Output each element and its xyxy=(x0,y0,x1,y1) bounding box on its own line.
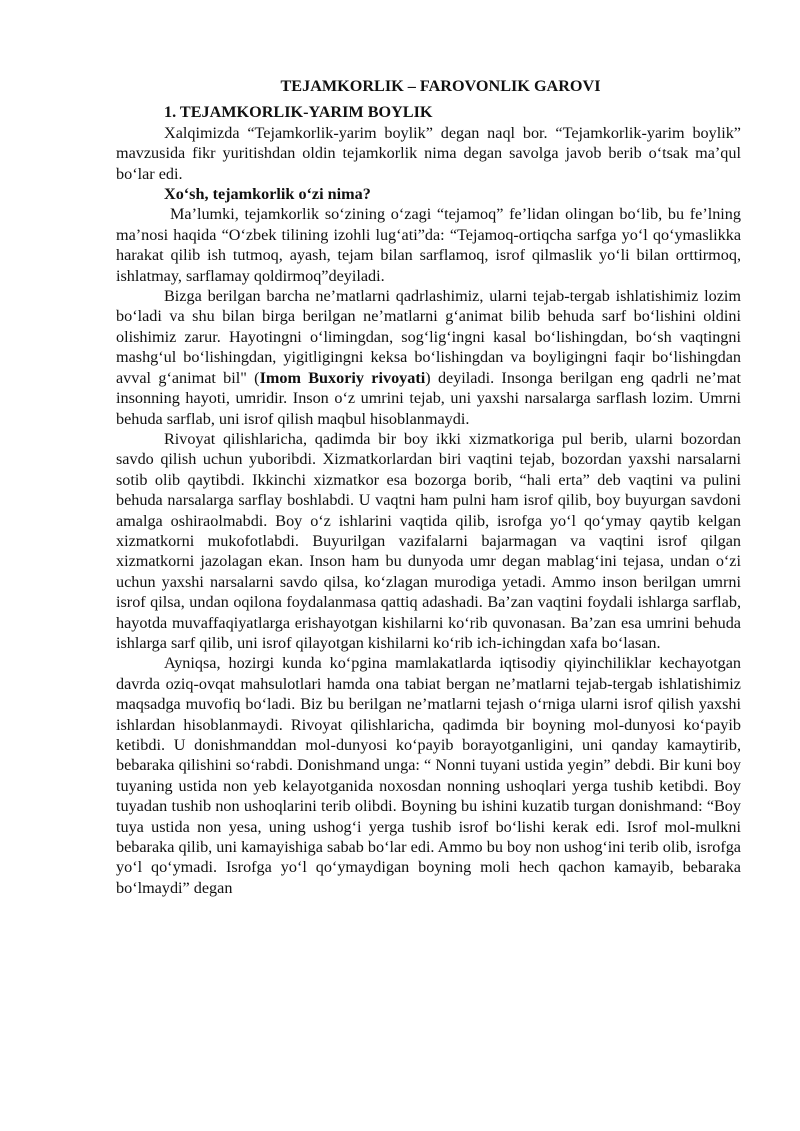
paragraph-blessings-text-a: Bizga berilgan barcha ne’matlarni qadrlashimiz, ularni tejab-tergab ishlatishimiz lozim bo‘ladi va shu bilan birga berilgan ne’matlarni g‘animat bilib behuda sarf bo‘lishini oldini olishimiz zarur. Hayotingni o‘limingdan, sog‘lig‘ingni kasal bo‘lishingdan, bo‘sh vaqtingni mashg‘ul bo‘lishingdan, yigitligingni keksa bo‘lishingdan va boyligingni faqir bo‘lishingdan avval g‘animat bil" ( xyxy=(116,287,741,387)
paragraph-rich-man-story: Ayniqsa, hozirgi kunda ko‘pgina mamlakatlarda iqtisodiy qiyinchiliklar kechayotgan davrda oziq-ovqat mahsulotlari hamda ona tabiat bergan ne’matlarni tejab-tergab ishlatishimiz maqsadga muvofiq bo‘ladi. Biz bu berilgan ne’matlarni tejash o‘rniga ularni isrof qilish yaxshi ishlardan hisoblanmaydi. Rivoyat qilishlaricha, qadimda bir boyning mol-dunyosi ko‘payib ketibdi. U donishmanddan mol-dunyosi ko‘payib borayotganligini, uni qanday kamaytirib, bebaraka qilishini so‘rabdi. Donishmand unga: “ Nonni tuyani ustida yegin” debdi. Bir kuni boy tuyaning ustida non yeb kelayotganida noxosdan nonning ushoqlari yerga tushib ketibdi. Boy tuyadan tushib non ushoqlarini terib olibdi. Boyning bu ishini kuzatib turgan donishmand: “Boy tuya ustida non yesa, uning ushog‘i yerga tushib isrof bo‘lishi kerak edi. Isrof mol-mulkni bebaraka qilib, uni kamayishiga sabab bo‘lar edi. Ammo bu boy non ushog‘ini terib olib, isrofga yo‘l qo‘ymadi. Isrofga yo‘l qo‘ymaydigan boyning moli hech qachon kamayib, bebaraka bo‘lmaydi” degan xyxy=(116,654,741,897)
document-title: TEJAMKORLIK – FAROVONLIK GAROVI xyxy=(280,77,601,95)
section-heading: 1. TEJAMKORLIK-YARIM BOYLIK xyxy=(164,103,433,122)
paragraph-blessings-text-b: ) deyiladi. Insonga berilgan eng qadrli ne’mat insonning hayoti, umridir. Inson o‘z umrini tejab, uni yaxshi narsalarga sarflash lozim. Umrni behuda sarflab, uni isrof qilish maqbul hisoblanmaydi. xyxy=(116,368,741,428)
paragraph-definition: Ma’lumki, tejamkorlik so‘zining o‘zagi “tejamoq” fe’lidan olingan bo‘lib, bu fe’lning ma’nosi haqida “O‘zbek tilining izohli lug‘ati”da: “Tejamoq-ortiqcha sarfga yo‘l qo‘ymaslikka harakat qilib ish tutmoq, ayash, tejam bilan sarflamoq, isrof qilmaslik yo‘li bilan orttirmoq, ishlatmay, sarflamay qoldirmoq”deyiladi. xyxy=(116,205,741,285)
hadith-source: Imom Buxoriy rivoyati xyxy=(259,368,426,387)
subheading-question: Xo‘sh, tejamkorlik o‘zi nima? xyxy=(164,185,371,204)
document-body xyxy=(116,76,741,898)
paragraph-intro: Xalqimizda “Tejamkorlik-yarim boylik” degan naql bor. “Tejamkorlik-yarim boylik” mavzusida fikr yuritishdan oldin tejamkorlik nima degan savolga javob berib o‘tsak ma’qul bo‘lar edi. xyxy=(116,123,741,183)
paragraph-blessings xyxy=(116,286,741,429)
paragraph-servants-story: Rivoyat qilishlaricha, qadimda bir boy ikki xizmatkoriga pul berib, ularni bozordan savdo qilish uchun yuboribdi. Xizmatkorlardan biri vaqtini tejab, bozordan yaxshi narsalarni sotib olib qaytibdi. Ikkinchi xizmatkor esa bozorga borib, “hali erta” deb vaqtini va pulini behuda narsalarga sarflay boshlabdi. U vaqtni ham pulni ham isrof qilib, boy buyurgan savdoni amalga oshiraolmabdi. Boy o‘z ishlarini vaqtida qilib, isrofga yo‘l qo‘ymay qaytib kelgan xizmatkorni mukofotlabdi. Buyurilgan vazifalarni bajarmagan va vaqtini isrof qilgan xizmatkorni jazolagan ekan. Inson ham bu dunyoda umr degan mablag‘ini tejasa, undan o‘zi uchun yaxshi narsalarni savdo qilsa, ko‘zlagan murodiga yetadi. Ammo inson berilgan umrni isrof qilsa, undan oqilona foydalanmasa qattiq adashadi. Ba’zan vaqtini foydali ishlarga sarflab, hayotda muvaffaqiyatlarga erishayotgan kishilarni ko‘rib quvonasan. Ba’zan esa umrini behuda ishlarga sarf qilib, uni isrof qilayotgan kishilarni ko‘rib ich-ichingdan xafa bo‘lasan. xyxy=(116,429,741,652)
